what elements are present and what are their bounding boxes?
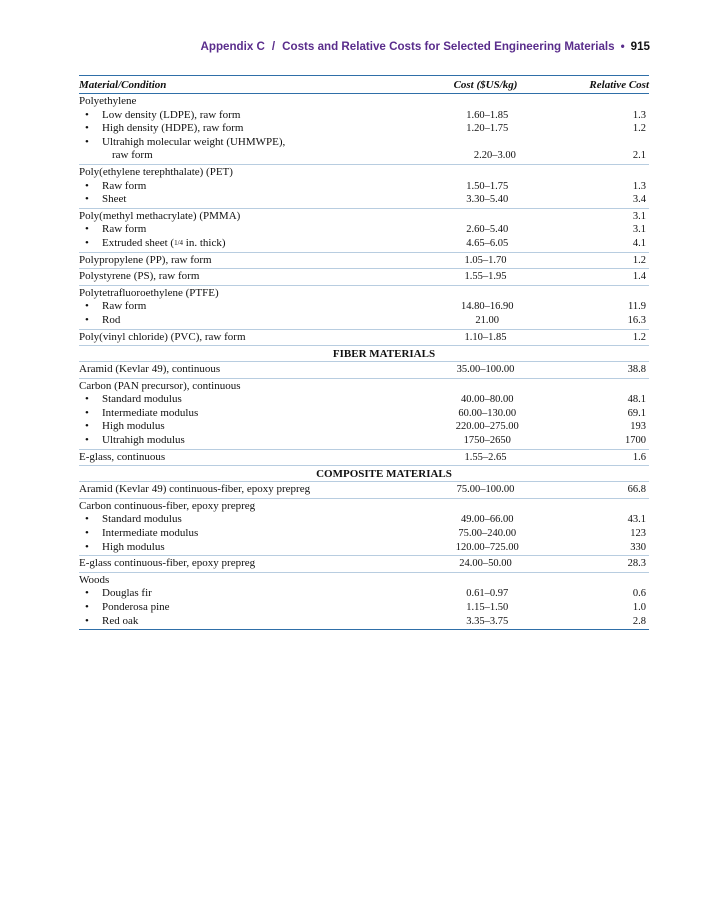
table-group bbox=[79, 379, 649, 450]
row-label-post: in. thick) bbox=[183, 236, 226, 249]
table-row bbox=[79, 331, 649, 345]
fraction: 1/4 bbox=[174, 238, 184, 247]
row-relative-cost: 1.6 bbox=[632, 451, 646, 463]
row-cost: 220.00–275.00 bbox=[455, 421, 519, 433]
row-cost: 1.60–1.85 bbox=[466, 109, 509, 121]
table-row bbox=[79, 527, 649, 541]
group-name: Polystyrene (PS), raw form bbox=[79, 270, 200, 283]
group-name: Polytetrafluoroethylene (PTFE) bbox=[79, 286, 219, 299]
row-relative-cost: 66.8 bbox=[627, 484, 646, 496]
table-bottom-rule bbox=[79, 629, 649, 630]
row-cost: 1.15–1.50 bbox=[466, 602, 509, 613]
row-relative-cost: 330 bbox=[630, 541, 646, 553]
table-group bbox=[79, 556, 649, 573]
row-relative-cost: 48.1 bbox=[627, 394, 646, 406]
row-cost: 120.00–725.00 bbox=[455, 541, 519, 553]
row-cost: 1.20–1.75 bbox=[466, 123, 509, 135]
table-group bbox=[79, 165, 649, 209]
header-separator: / bbox=[271, 40, 276, 53]
table-row bbox=[79, 300, 649, 314]
row-cost: 1.55–2.65 bbox=[464, 451, 507, 463]
table-header-row bbox=[79, 76, 649, 94]
row-label: • Standard modulus bbox=[79, 513, 430, 527]
table-group bbox=[79, 269, 649, 286]
row-cost: 14.80–16.90 bbox=[460, 301, 514, 313]
row-cost: 2.20–3.00 bbox=[473, 150, 516, 162]
page-number: 915 bbox=[630, 40, 650, 53]
row-cost: 40.00–80.00 bbox=[460, 394, 514, 406]
table-group bbox=[79, 209, 649, 253]
row-label: • Sheet bbox=[79, 193, 430, 207]
row-cost: 1.55–1.95 bbox=[464, 271, 507, 283]
row-label: • High modulus bbox=[79, 541, 430, 555]
row-label: • Ponderosa pine bbox=[79, 601, 430, 615]
row-cost: 35.00–100.00 bbox=[456, 364, 515, 376]
table-row bbox=[79, 557, 649, 571]
row-cost: 1750–2650 bbox=[463, 435, 511, 447]
table-row bbox=[79, 193, 649, 207]
table-row bbox=[79, 434, 649, 448]
row-cost: 24.00–50.00 bbox=[459, 558, 512, 570]
row-cost: 4.65–6.05 bbox=[466, 237, 509, 249]
row-cost: 75.00–240.00 bbox=[458, 528, 517, 540]
table-row bbox=[79, 314, 649, 328]
row-relative-cost: 16.3 bbox=[627, 314, 646, 326]
column-header-cost: Cost ($US/kg) bbox=[453, 78, 518, 91]
row-cost: 60.00–130.00 bbox=[458, 407, 517, 419]
group-name: Poly(ethylene terephthalate) (PET) bbox=[79, 165, 233, 178]
row-label bbox=[79, 237, 430, 251]
row-relative-cost: 69.1 bbox=[627, 407, 646, 419]
row-relative-cost: 2.1 bbox=[632, 150, 646, 162]
table-row bbox=[79, 407, 649, 421]
row-relative-cost: 0.6 bbox=[632, 588, 646, 600]
table-group bbox=[79, 253, 649, 270]
group-name: Woods bbox=[79, 573, 110, 586]
table-group bbox=[79, 362, 649, 379]
table-group bbox=[79, 330, 649, 347]
running-header bbox=[166, 40, 650, 53]
row-cost: 3.35–3.75 bbox=[466, 615, 509, 627]
row-relative-cost: 193 bbox=[630, 421, 646, 433]
row-relative-cost: 3.1 bbox=[632, 224, 646, 236]
group-relative-cost: 3.1 bbox=[632, 210, 646, 222]
row-label: • Raw form bbox=[79, 180, 430, 194]
table-row bbox=[79, 420, 649, 434]
row-relative-cost: 2.8 bbox=[632, 615, 646, 627]
table-row bbox=[79, 513, 649, 527]
row-label: • Standard modulus bbox=[79, 393, 430, 407]
row-relative-cost: 1.3 bbox=[632, 180, 646, 192]
table-row bbox=[79, 237, 649, 251]
section-heading-composite: COMPOSITE MATERIALS bbox=[79, 466, 649, 482]
column-header-material: Material/Condition bbox=[79, 78, 167, 91]
table-row bbox=[79, 254, 649, 268]
row-relative-cost: 3.4 bbox=[632, 194, 646, 206]
row-cost: 21.00 bbox=[475, 314, 500, 326]
table-group bbox=[79, 94, 649, 165]
section-heading-fiber: FIBER MATERIALS bbox=[79, 346, 649, 362]
row-relative-cost: 1.2 bbox=[632, 331, 646, 343]
table-group bbox=[79, 499, 649, 556]
table-row bbox=[79, 223, 649, 237]
column-header-relative-cost: Relative Cost bbox=[589, 78, 649, 91]
row-cost: 2.60–5.40 bbox=[466, 224, 509, 236]
table-row bbox=[79, 587, 649, 601]
row-label: • Red oak bbox=[79, 615, 430, 629]
row-label: • High density (HDPE), raw form bbox=[79, 122, 430, 136]
group-name: Aramid (Kevlar 49), continuous bbox=[79, 363, 221, 376]
group-name: E-glass, continuous bbox=[79, 450, 166, 463]
group-name: Polypropylene (PP), raw form bbox=[79, 253, 212, 266]
table-group bbox=[79, 286, 649, 330]
row-cost: 1.05–1.70 bbox=[464, 254, 507, 266]
row-label: • Intermediate modulus bbox=[79, 407, 430, 421]
table-row bbox=[79, 483, 649, 497]
row-relative-cost: 38.8 bbox=[627, 364, 646, 376]
row-label: • Rod bbox=[79, 314, 430, 328]
row-relative-cost: 4.1 bbox=[632, 237, 646, 249]
row-relative-cost: 43.1 bbox=[627, 514, 646, 526]
row-relative-cost: 1700 bbox=[625, 435, 646, 447]
row-label: • Raw form bbox=[79, 223, 430, 237]
table-row bbox=[79, 122, 649, 136]
row-relative-cost: 11.9 bbox=[628, 301, 646, 313]
group-name: Aramid (Kevlar 49) continuous-fiber, epoxy prepreg bbox=[79, 483, 311, 496]
row-relative-cost: 1.3 bbox=[632, 109, 646, 121]
table-row bbox=[79, 393, 649, 407]
row-cost: 3.30–5.40 bbox=[466, 194, 509, 206]
table-row bbox=[79, 363, 649, 377]
row-relative-cost: 28.3 bbox=[627, 558, 646, 570]
row-relative-cost: 1.2 bbox=[632, 254, 646, 266]
row-cost: 1.10–1.85 bbox=[464, 331, 507, 343]
cost-table bbox=[79, 75, 649, 630]
row-relative-cost: 1.2 bbox=[632, 123, 646, 135]
header-bullet: • bbox=[620, 40, 625, 53]
table-row-continuation bbox=[79, 149, 649, 163]
row-relative-cost: 1.4 bbox=[632, 271, 646, 283]
group-name: Polyethylene bbox=[79, 95, 137, 107]
table-row bbox=[79, 601, 649, 615]
table-row bbox=[79, 180, 649, 194]
row-label: • Ultrahigh modulus bbox=[79, 434, 430, 448]
table-group bbox=[79, 573, 649, 629]
row-label: • Douglas fir bbox=[79, 587, 430, 601]
table-row bbox=[79, 136, 649, 150]
row-label: • Ultrahigh molecular weight (UHMWPE), bbox=[79, 136, 430, 150]
table-row bbox=[79, 615, 649, 629]
row-label-continuation: raw form bbox=[112, 149, 153, 162]
row-label-pre: Extruded sheet ( bbox=[102, 236, 175, 249]
table-row bbox=[79, 109, 649, 123]
row-cost: 1.50–1.75 bbox=[466, 180, 509, 192]
group-name: Poly(methyl methacrylate) (PMMA) bbox=[79, 209, 241, 222]
group-name: Carbon continuous-fiber, epoxy prepreg bbox=[79, 499, 256, 512]
row-relative-cost: 1.0 bbox=[632, 602, 646, 613]
table-group bbox=[79, 450, 649, 467]
group-name: E-glass continuous-fiber, epoxy prepreg bbox=[79, 557, 256, 570]
group-name: Poly(vinyl chloride) (PVC), raw form bbox=[79, 330, 246, 343]
table-row bbox=[79, 451, 649, 465]
row-cost: 49.00–66.00 bbox=[460, 514, 514, 526]
row-cost: 0.61–0.97 bbox=[466, 588, 509, 600]
row-label: • Raw form bbox=[79, 300, 430, 314]
table-row bbox=[79, 270, 649, 284]
group-name: Carbon (PAN precursor), continuous bbox=[79, 379, 241, 392]
row-label: • Intermediate modulus bbox=[79, 527, 430, 541]
header-title: Costs and Relative Costs for Selected Engineering Materials bbox=[282, 40, 615, 53]
row-cost: 75.00–100.00 bbox=[456, 484, 515, 496]
table-row bbox=[79, 541, 649, 555]
row-relative-cost: 123 bbox=[630, 528, 646, 540]
row-label: • High modulus bbox=[79, 420, 430, 434]
table-group bbox=[79, 482, 649, 499]
row-label: • Low density (LDPE), raw form bbox=[79, 109, 430, 123]
appendix-label: Appendix C bbox=[200, 40, 265, 53]
